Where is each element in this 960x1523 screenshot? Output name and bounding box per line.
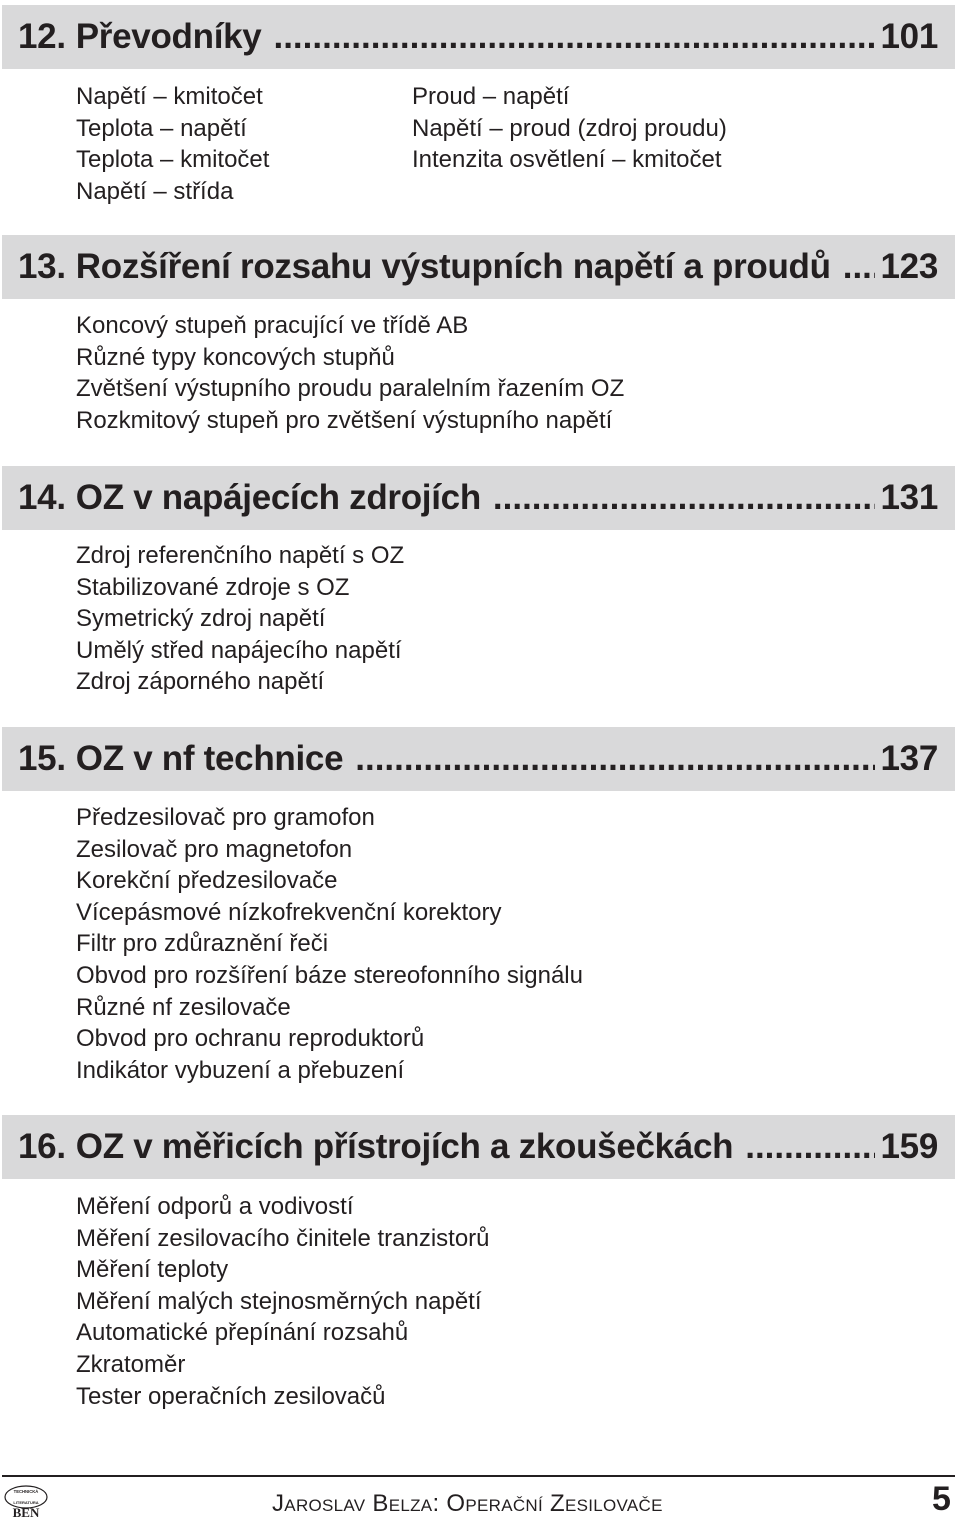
- publisher-logo-graphic: [2, 1482, 50, 1518]
- chapter-number: 16.: [18, 1127, 66, 1166]
- list-item: Teplota – kmitočet: [76, 146, 270, 174]
- topic-list: [76, 1191, 490, 1412]
- leader-dots: [493, 478, 875, 518]
- list-item: Korekční předzesilovače: [76, 867, 338, 895]
- list-item: Zdroj záporného napětí: [76, 668, 325, 696]
- list-item: Zkratoměr: [76, 1350, 186, 1378]
- topic-list: [76, 802, 583, 1086]
- list-item: Různé typy koncových stupňů: [76, 343, 395, 371]
- chapter-page-number: 123: [880, 247, 938, 286]
- topic-list: [76, 540, 404, 698]
- chapter-number: 12.: [18, 17, 66, 56]
- chapter-title: OZ v nf technice: [75, 739, 344, 778]
- list-item: Koncový stupeň pracující ve třídě AB: [76, 312, 469, 339]
- list-item: Předzesilovač pro gramofon: [76, 804, 375, 831]
- list-item: Měření teploty: [76, 1256, 229, 1284]
- chapter-heading-band: [2, 5, 955, 69]
- topic-list-left: [76, 81, 269, 207]
- list-item: Zdroj referenčního napětí s OZ: [76, 542, 405, 569]
- svg-text:BEN: BEN: [12, 1505, 40, 1518]
- leader-dots: [273, 17, 874, 57]
- chapter-title: Převodníky: [75, 17, 262, 56]
- book-title: Jaroslav Belza: Operační Zesilovače: [272, 1490, 663, 1517]
- list-item: Filtr pro zdůraznění řeči: [76, 930, 329, 958]
- leader-dots: [843, 247, 875, 287]
- chapter-heading-band: [2, 466, 955, 530]
- list-item: Automatické přepínání rozsahů: [76, 1319, 409, 1347]
- list-item: Zvětšení výstupního proudu paralelním řazením OZ: [76, 375, 625, 403]
- chapter-page-number: 137: [880, 739, 938, 778]
- chapter-page-number: 101: [880, 17, 938, 56]
- publisher-logo: [2, 1482, 50, 1518]
- list-item: Stabilizované zdroje s OZ: [76, 573, 350, 601]
- list-item: Proud – napětí: [412, 83, 570, 110]
- list-item: Symetrický zdroj napětí: [76, 605, 326, 633]
- chapter-title: OZ v napájecích zdrojích: [75, 478, 481, 517]
- footer-rule: [2, 1475, 955, 1477]
- chapter-page-number: 159: [880, 1127, 938, 1166]
- page-number: 5: [932, 1480, 951, 1518]
- list-item: Zesilovač pro magnetofon: [76, 835, 353, 863]
- list-item: Napětí – proud (zdroj proudu): [412, 114, 727, 142]
- list-item: Tester operačních zesilovačů: [76, 1382, 386, 1410]
- list-item: Napětí – kmitočet: [76, 83, 263, 110]
- list-item: Teplota – napětí: [76, 114, 247, 142]
- topic-list-right: [412, 81, 727, 176]
- topic-list: [76, 310, 624, 436]
- list-item: Intenzita osvětlení – kmitočet: [412, 146, 722, 174]
- list-item: Vícepásmové nízkofrekvenční korektory: [76, 898, 502, 926]
- leader-dots: [745, 1127, 874, 1167]
- chapter-heading-band: [2, 727, 955, 791]
- chapter-page-number: 131: [880, 478, 938, 517]
- list-item: Měření malých stejnosměrných napětí: [76, 1287, 482, 1315]
- list-item: Napětí – střída: [76, 177, 234, 205]
- leader-dots: [355, 739, 874, 779]
- list-item: Obvod pro ochranu reproduktorů: [76, 1025, 425, 1053]
- chapter-number: 15.: [18, 739, 66, 778]
- list-item: Měření odporů a vodivostí: [76, 1193, 354, 1220]
- chapter-heading-band: [2, 235, 955, 299]
- chapter-heading-band: [2, 1115, 955, 1179]
- chapter-number: 14.: [18, 478, 66, 517]
- list-item: Rozkmitový stupeň pro zvětšení výstupního napětí: [76, 406, 613, 434]
- chapter-number: 13.: [18, 247, 66, 286]
- list-item: Obvod pro rozšíření báze stereofonního signálu: [76, 961, 583, 989]
- list-item: Různé nf zesilovače: [76, 993, 291, 1021]
- chapter-title: Rozšíření rozsahu výstupních napětí a proudů: [75, 247, 831, 286]
- list-item: Indikátor vybuzení a přebuzení: [76, 1056, 405, 1084]
- svg-text:LITERATURA: LITERATURA: [13, 1500, 39, 1505]
- svg-text:TECHNICKÁ: TECHNICKÁ: [13, 1489, 39, 1494]
- list-item: Umělý střed napájecího napětí: [76, 636, 402, 664]
- list-item: Měření zesilovacího činitele tranzistorů: [76, 1224, 490, 1252]
- chapter-title: OZ v měřicích přístrojích a zkoušečkách: [75, 1127, 734, 1166]
